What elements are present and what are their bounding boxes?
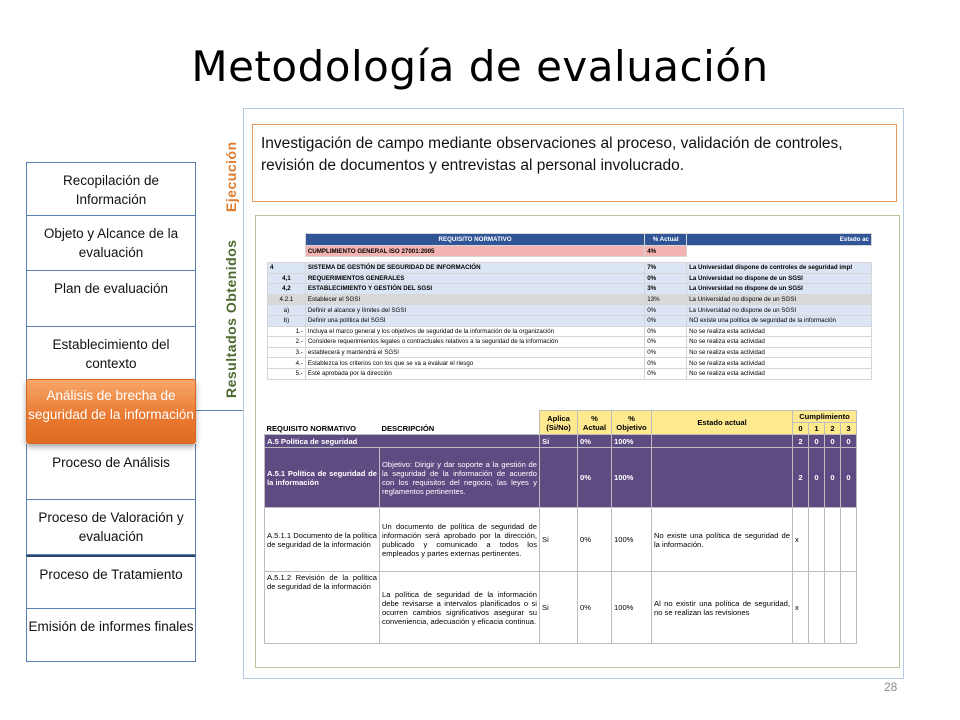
- sheet-compliance-label: CUMPLIMIENTO GENERAL ISO 27001:2005: [305, 246, 644, 257]
- eval-level-1: 1: [809, 423, 825, 435]
- eval-row: A.5.1.1 Documento de la política de seguridad de la información Un documento de política de seguridad de información será aprobado por la dirección, publicado y comunicado a todos los empleados y partes externas pertinentes. Si 0% 100% No existe una política de seguridad de la información. x: [265, 508, 857, 572]
- step-valoracion[interactable]: Proceso de Valoración y evaluación: [26, 500, 196, 555]
- sheet-row: a) Definir el alcance y límites del SGSI 0% La Universidad no dispone de un SGSI: [268, 305, 872, 316]
- eval-level-2: 2: [825, 423, 841, 435]
- step-informes[interactable]: Emisión de informes finales: [26, 609, 196, 662]
- sheet-header-req: REQUISITO NORMATIVO: [305, 234, 644, 246]
- connector-line: [196, 410, 246, 411]
- page-number: 28: [884, 680, 898, 694]
- eval-header-applies: Aplica (Si/No): [540, 411, 578, 435]
- eval-header-compliance: Cumplimiento: [793, 411, 857, 423]
- step-tratamiento[interactable]: Proceso de Tratamiento: [26, 555, 196, 609]
- sheet-header-state: Estado ac: [687, 234, 872, 246]
- sheet-row: 1.- Incluya el marco general y los objetivos de seguridad de la información de la organización 0% No se realiza esta actividad: [268, 326, 872, 337]
- eval-header-objective: % Objetivo: [612, 411, 652, 435]
- slide-title: Metodología de evaluación: [191, 42, 769, 91]
- compliance-sheet: [267, 233, 872, 391]
- eval-header-actual: % Actual: [578, 411, 612, 435]
- sheet-compliance-value: 4%: [645, 246, 687, 257]
- eval-row: A.5 Política de seguridad Si 0% 100% 2 0 0 0: [265, 435, 857, 448]
- sheet-row: 2.- Considere requerimientos legales o contractuales relativos a la seguridad de la información 0% No se realiza esta actividad: [268, 337, 872, 348]
- step-plan[interactable]: Plan de evaluación: [26, 271, 196, 327]
- evaluation-table: [264, 410, 857, 644]
- eval-header-desc: DESCRIPCIÓN: [381, 423, 435, 433]
- step-proceso-analisis[interactable]: Proceso de Análisis: [26, 444, 196, 500]
- sheet-row: 4,2 ESTABLECIMIENTO Y GESTIÓN DEL SGSI 3% La Universidad no dispone de un SGSI: [268, 284, 872, 295]
- sheet-row: 4 SISTEMA DE GESTIÓN DE SEGURIDAD DE INFORMACIÓN 7% La Universidad dispone de controles de seguridad impl: [268, 263, 872, 274]
- sheet-row: 3.- establecerá y mantendrá el SGSI 0% No se realiza esta actividad: [268, 347, 872, 358]
- sheet-row: 5.- Esté aprobada por la dirección 0% No se realiza esta actividad: [268, 368, 872, 379]
- eval-row: A.5.1 Política de seguridad de la información Objetivo: Dirigir y dar soporte a la gestión de la seguridad de la información de acuerdo con los requisitos del negocio, las leyes y reglamentos pertinentes. 0% 100% 2 0 0 0: [265, 448, 857, 508]
- results-label: Resultados Obtenidos: [223, 239, 239, 398]
- sheet-row: 4.- Establezca los criterios con los que se va a evaluar el riesgo 0% No se realiza esta actividad: [268, 358, 872, 369]
- eval-header-req: REQUISITO NORMATIVO: [266, 423, 357, 433]
- sheet-header-pct: % Actual: [645, 234, 687, 246]
- execution-label: Ejecución: [223, 141, 239, 212]
- step-analisis-brecha[interactable]: Análisis de brecha de seguridad de la información: [26, 379, 196, 444]
- eval-row: A.5.1.2 Revisión de la política de seguridad de la información La política de seguridad de la información debe revisarse a intervalos planificados o si ocurren cambios significativos asegurar su conveniencia, adecuación y eficacia continua. Si 0% 100% Al no existir una política de seguridad, no se realizan las revisiones x: [265, 572, 857, 644]
- eval-level-3: 3: [841, 423, 857, 435]
- step-contexto[interactable]: Establecimiento del contexto: [26, 327, 196, 382]
- execution-description: Investigación de campo mediante observaciones al proceso, validación de controles, revisión de documentos y entrevistas al personal involucrado.: [252, 124, 897, 202]
- sheet-row: 4.2.1 Establecer el SGSI 13% La Universidad no dispone de un SGSI: [268, 294, 872, 305]
- eval-header-state: Estado actual: [652, 411, 793, 435]
- sheet-row: b) Definir una política del SGSI 0% NO existe una política de seguridad de la información: [268, 315, 872, 326]
- step-objeto-alcance[interactable]: Objeto y Alcance de la evaluación: [26, 216, 196, 271]
- eval-level-0: 0: [793, 423, 809, 435]
- step-recopilacion[interactable]: Recopilación de Información: [26, 162, 196, 216]
- sheet-row: 4,1 REQUERIMIENTOS GENERALES 0% La Universidad no dispone de un SGSI: [268, 273, 872, 284]
